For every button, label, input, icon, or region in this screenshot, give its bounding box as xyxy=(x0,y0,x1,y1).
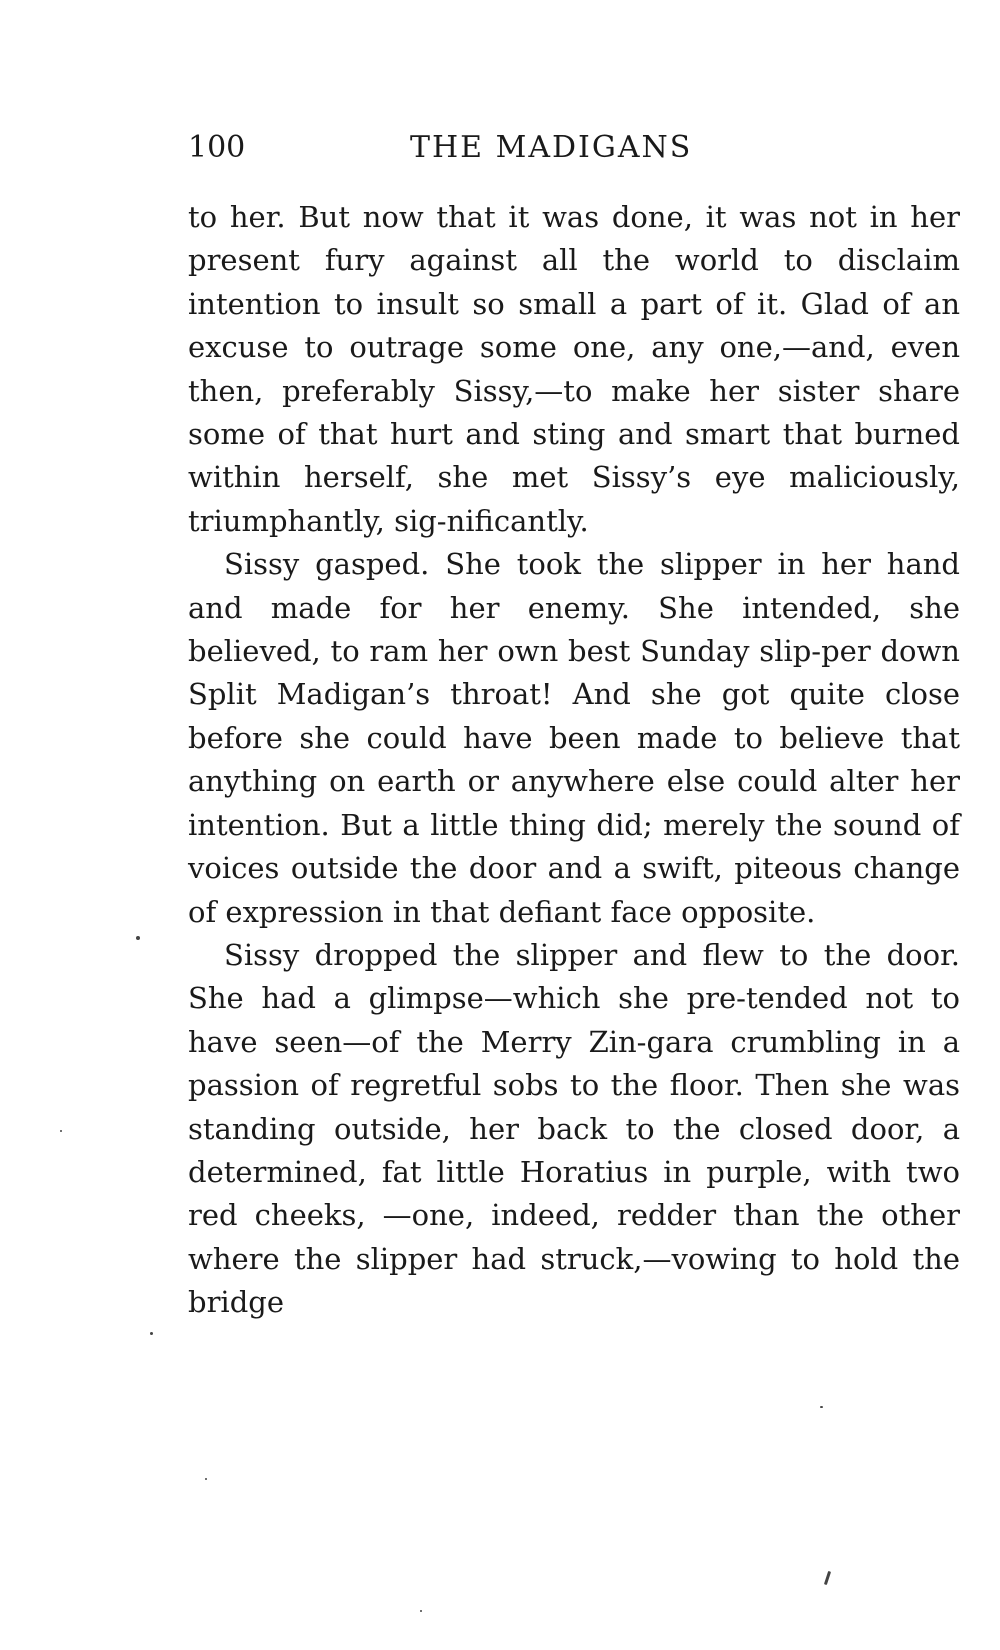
page-header xyxy=(188,126,960,170)
scan-speck xyxy=(824,1571,831,1585)
scan-speck xyxy=(205,1478,207,1480)
body-text xyxy=(188,196,960,1325)
paragraph-1: to her. But now that it was done, it was not in her present fury against all the world to disclaim intention to insult so small a part of it. Glad of an excuse to outrage some one, any one,—and, even then, preferably Sissy,—to make her sister share some of that hurt and sting and smart that burned within herself, she met Sissy’s eye maliciously, triumphantly, sig-nificantly. xyxy=(188,200,960,538)
paragraph-3: Sissy dropped the slipper and flew to the door. She had a glimpse—which she pre-tended not to have seen—of the Merry Zin-gara crumbling in a passion of regretful sobs to the floor. Then she was standing outside, her back to the closed door, a determined, fat little Horatius in purple, with two red cheeks, —one, indeed, redder than the other where the slipper had struck,—vowing to hold the bridge xyxy=(188,937,960,1320)
scan-speck xyxy=(60,1130,62,1132)
scan-speck xyxy=(820,1406,823,1408)
scan-speck xyxy=(150,1332,153,1335)
paragraph-2: Sissy gasped. She took the slipper in her hand and made for her enemy. She intended, she believed, to ram her own best Sunday slip-per down Split Madigan’s throat! And she got quite close before she could have been made to believe that anything on earth or anywhere else could alter her intention. But a little thing did; merely the sound of voices outside the door and a swift, piteous change of expression in that defiant face opposite. xyxy=(188,547,960,929)
scan-speck xyxy=(420,1610,422,1612)
scan-speck xyxy=(136,936,140,940)
page-number: 100 xyxy=(188,130,246,165)
running-head: THE MADIGANS xyxy=(410,130,693,165)
